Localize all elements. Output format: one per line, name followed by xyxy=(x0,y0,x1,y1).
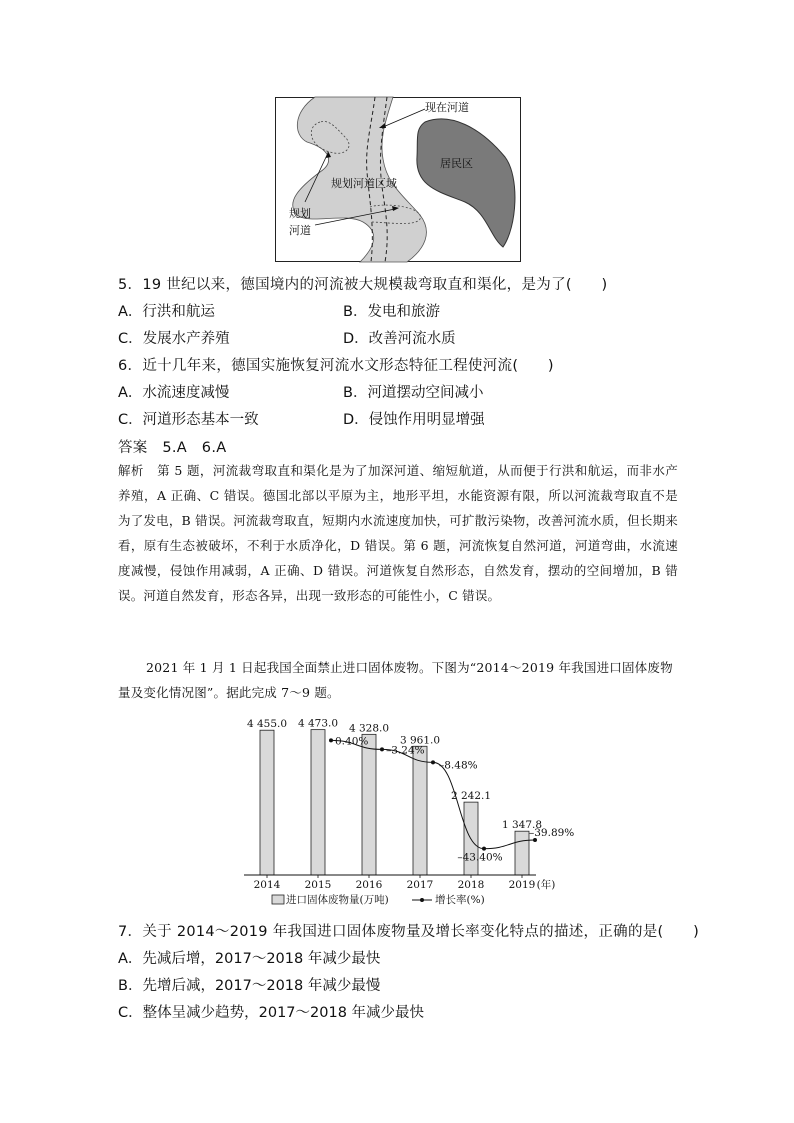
river-map-figure xyxy=(275,97,521,262)
question-6-stem: 6．近十几年来，德国实施恢复河流水文形态特征工程使河流( ) xyxy=(118,358,554,374)
growth-rate-label: 0.40% xyxy=(335,735,369,748)
q7-option-a: A．先减后增，2017～2018 年减少最快 xyxy=(118,951,381,967)
q5-option-c: C．发展水产养殖 xyxy=(118,331,230,347)
planned-area-label: 规划河道区域 xyxy=(331,177,397,190)
bar-2014 xyxy=(260,730,274,875)
planned-river-label-line2: 河道 xyxy=(289,224,311,237)
bar-2015 xyxy=(311,730,325,875)
x-tick-label: 2018 xyxy=(457,879,485,891)
answer-line xyxy=(118,436,226,457)
answer-text: 5.A 6.A xyxy=(162,440,227,456)
q7-option-c: C．整体呈减少趋势，2017～2018 年减少最快 xyxy=(118,1005,425,1021)
x-unit-label: (年) xyxy=(536,879,556,891)
q6-option-b: B．河道摆动空间减小 xyxy=(343,385,484,401)
bar-value-label: 2 242.1 xyxy=(450,790,492,803)
growth-rate-label: –3.24% xyxy=(386,744,425,757)
growth-rate-point xyxy=(380,747,384,751)
q6-option-c: C．河道形态基本一致 xyxy=(118,412,259,428)
legend-line-label: 增长率(%) xyxy=(435,894,485,906)
growth-rate-point xyxy=(482,847,486,851)
bar-value-label: 1 347.8 xyxy=(501,819,543,832)
q6-option-d: D．侵蚀作用明显增强 xyxy=(343,412,485,428)
river-map xyxy=(275,97,521,262)
bar-value-label: 4 328.0 xyxy=(348,722,390,735)
q5-option-a: A．行洪和航运 xyxy=(118,304,215,320)
bar-2019 xyxy=(515,831,529,875)
growth-rate-point xyxy=(329,738,333,742)
question-5-stem: 5．19 世纪以来，德国境内的河流被大规模裁弯取直和渠化，是为了( ) xyxy=(118,277,608,293)
chart-figure xyxy=(236,707,575,909)
q5-option-b: B．发电和旅游 xyxy=(343,304,440,320)
waste-import-chart xyxy=(236,707,575,909)
legend-line-marker xyxy=(420,898,424,902)
growth-rate-label: –39.89% xyxy=(529,827,575,840)
x-tick-label: 2017 xyxy=(406,879,434,891)
bar-value-label: 4 473.0 xyxy=(297,717,339,730)
explanation-text: 第 5 题，河流裁弯取直和渠化是为了加深河道、缩短航道，从而便于行洪和航运，而非水产养殖，A 正确、C 错误。德国北部以平原为主，地形平坦，水能资源有限，所以河流裁弯取直不是为了发电，B 错误。河流裁弯取直，短期内水流速度加快，可扩散污染物，改善河流水质，但长期来看，原有生态被破坏，不利于水质净化，D 错误。第 6 题，河流恢复自然河道，河道弯曲，水流速度减慢，侵蚀作用减弱，A 正确、D 错误。河道恢复自然形态，自然发育，摆动的空间增加，B 错误。河道自然发育，形态各异，出现一致形态的可能性小，C 错误。 xyxy=(118,463,678,603)
legend-bar-swatch xyxy=(272,895,284,904)
bar-value-label: 3 961.0 xyxy=(399,734,441,747)
growth-rate-label: –43.40% xyxy=(457,851,503,864)
x-tick-label: 2014 xyxy=(253,879,281,891)
planned-river-label-line1: 规划 xyxy=(289,207,311,220)
growth-rate-point xyxy=(431,760,435,764)
legend-bar-label: 进口固体废物量(万吨) xyxy=(286,894,389,906)
q7-option-b: B．先增后减，2017～2018 年减少最慢 xyxy=(118,978,381,994)
q6-option-a: A．水流速度减慢 xyxy=(118,385,230,401)
x-tick-label: 2016 xyxy=(355,879,383,891)
x-tick-label: 2015 xyxy=(304,879,332,891)
answer-label: 答案 xyxy=(118,440,148,456)
explanation-label: 解析 xyxy=(118,463,144,478)
bar-2017 xyxy=(413,746,427,875)
growth-rate-label: –8.48% xyxy=(439,759,478,772)
x-tick-label: 2019 xyxy=(508,879,536,891)
q5-option-d: D．改善河流水质 xyxy=(343,331,456,347)
explanation-block xyxy=(118,458,678,608)
bar-2016 xyxy=(362,734,376,875)
bar-value-label: 4 455.0 xyxy=(246,718,288,731)
question-7-stem: 7．关于 2014～2019 年我国进口固体废物量及增长率变化特点的描述，正确的是( ) xyxy=(118,924,700,940)
intro-paragraph: 2021 年 1 月 1 日起我国全面禁止进口固体废物。下图为“2014～2019 年我国进口固体废物量及变化情况图”。据此完成 7～9 题。 xyxy=(118,660,673,700)
current-river-label: 现在河道 xyxy=(425,101,469,114)
residential-label: 居民区 xyxy=(440,157,473,170)
